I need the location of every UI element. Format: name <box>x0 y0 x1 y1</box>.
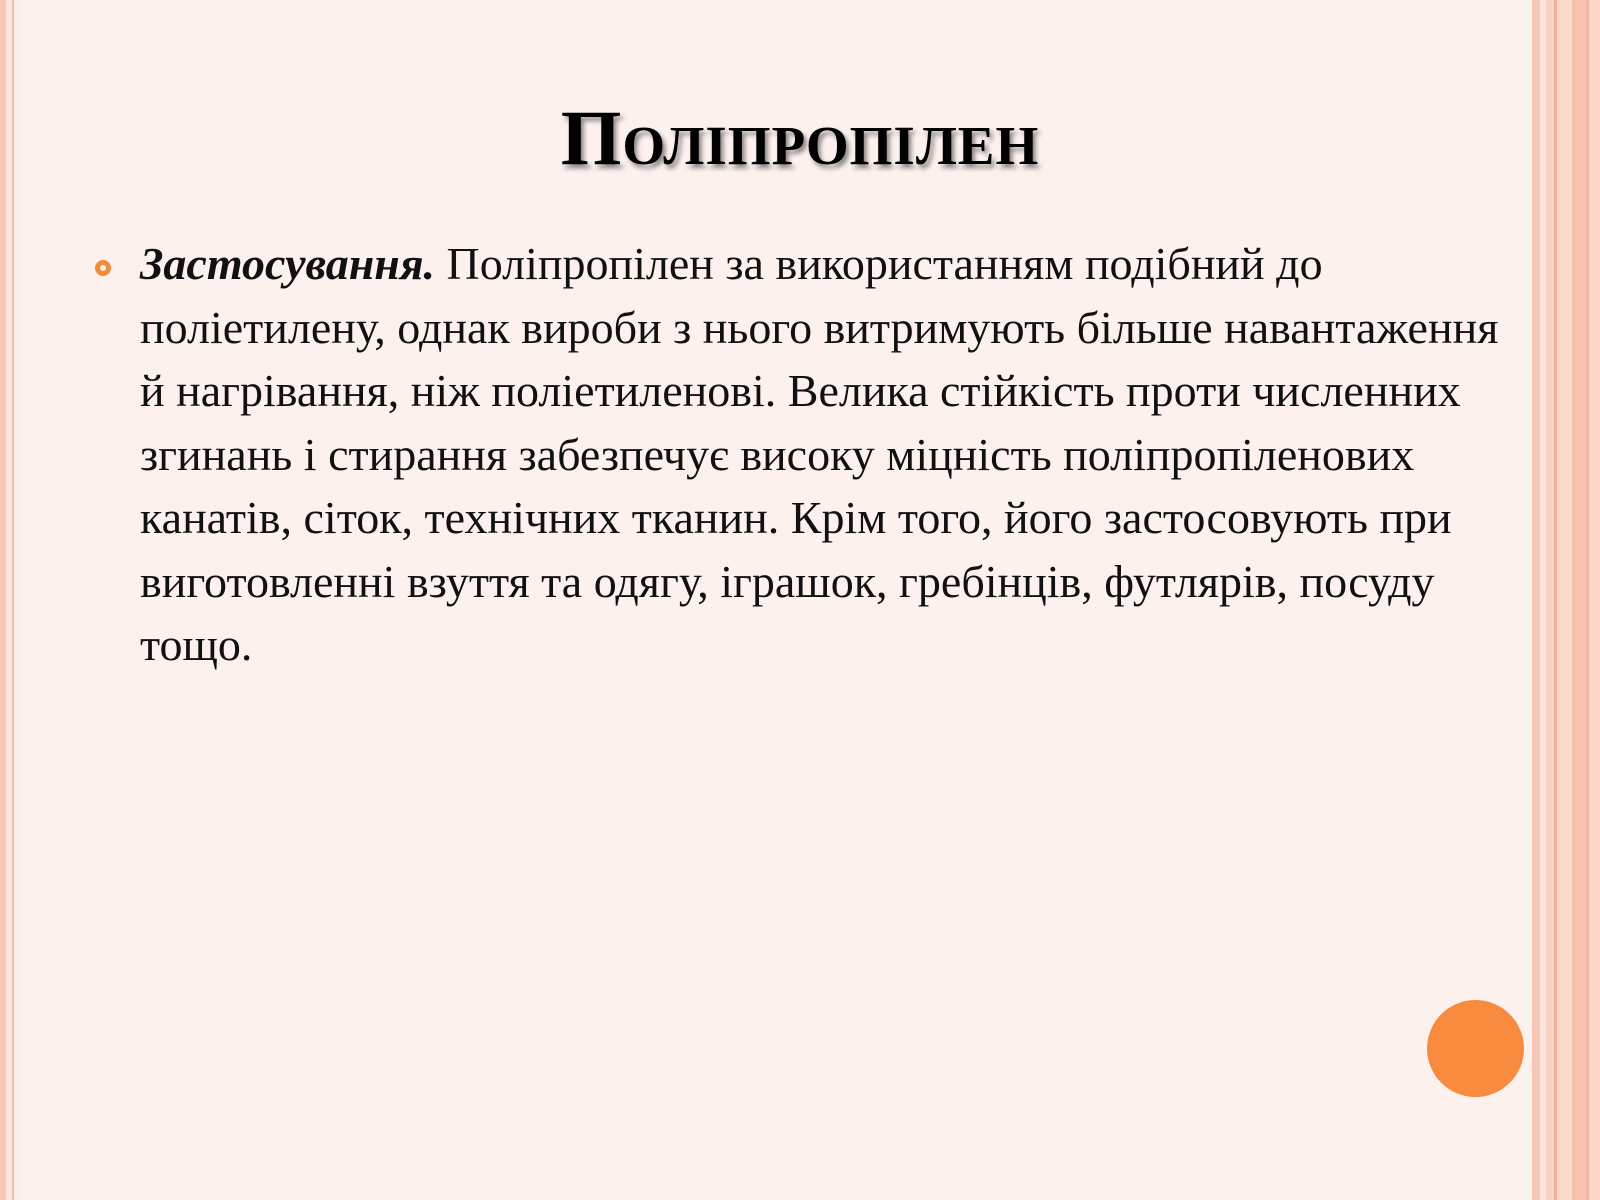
slide-title: Поліпропілен <box>560 94 1040 181</box>
ring-bullet-icon <box>95 260 111 276</box>
bullet-paragraph <box>140 232 1515 677</box>
bullet-lead: Застосування. <box>140 238 436 289</box>
left-border-stripes <box>0 0 20 1200</box>
bullet-body: Поліпропілен за використанням подібний до поліетилену, однак вироби з нього витримують більше навантаження й нагрівання, ніж поліетиленові. Велика стійкість проти численних згинань і стирання забезпечує високу міцність поліпропіленових канатів, сіток, технічних тканин. Крім того, його застосовують при виготовленні взуття та одягу, іграшок, гребінців, футлярів, посуду тощо. <box>140 238 1499 670</box>
orange-circle-decoration <box>1427 1000 1524 1097</box>
